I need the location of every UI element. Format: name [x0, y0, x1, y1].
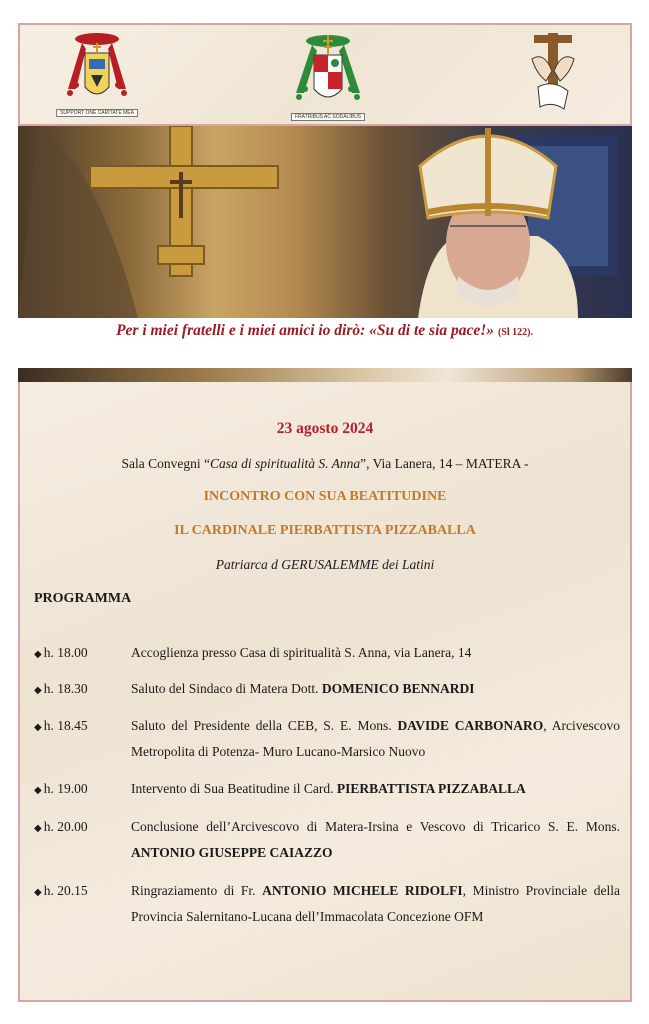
item-description: Accoglienza presso Casa di spiritualità S. Anna, via Lanera, 14: [131, 645, 472, 660]
item-description: Ringraziamento di Fr. ANTONIO MICHELE RIDOLFI, Ministro Provinciale della Provincia Salernitano-Lucana dell’Immacolata Concezione OFM: [131, 883, 620, 924]
event-heading-2: IL CARDINALE PIERBATTISTA PIZZABALLA: [174, 523, 476, 538]
left-crest-motto: SUPPORT ONE CARITATE MEA: [56, 109, 138, 117]
quote-reference: (Sl 122).: [497, 327, 533, 338]
programme-title: PROGRAMMA: [34, 591, 132, 606]
event-venue: Sala Convegni “Casa di spiritualità S. Anna”, Via Lanera, 14 – MATERA -: [121, 456, 529, 471]
franciscan-emblem: [528, 29, 578, 117]
diamond-bullet-icon: ◆: [34, 685, 42, 696]
item-time: h. 18.30: [43, 681, 88, 696]
event-subtitle: Patriarca d GERUSALEMME dei Latini: [215, 557, 435, 572]
programme-item: [34, 814, 620, 866]
event-heading-1: INCONTRO CON SUA BEATITUDINE: [203, 489, 447, 504]
photo-strip: [18, 368, 632, 382]
item-description: Conclusione dell’Arcivescovo di Matera-Irsina e Vescovo di Tricarico S. E. Mons. ANTONIO GIUSEPPE CAIAZZO: [131, 819, 620, 860]
venue-name: Casa di spiritualità S. Anna: [209, 456, 361, 471]
diamond-bullet-icon: ◆: [34, 887, 42, 898]
programme-item: [34, 676, 620, 702]
programme-item: [34, 878, 620, 930]
programme-frame: [18, 382, 632, 1002]
event-date: 23 agosto 2024: [276, 420, 374, 437]
item-time: h. 18.45: [43, 718, 88, 733]
item-time: h. 19.00: [43, 781, 88, 796]
mid-crest-motto: FRATRIBUS AC SODALIBUS: [291, 113, 365, 121]
item-description: Intervento di Sua Beatitudine il Card. PIERBATTISTA PIZZABALLA: [131, 781, 526, 796]
cardinal-coat-of-arms-left: [60, 29, 134, 117]
programme-item: [34, 640, 620, 666]
diamond-bullet-icon: ◆: [34, 785, 42, 796]
item-time: h. 18.00: [43, 645, 88, 660]
diamond-bullet-icon: ◆: [34, 649, 42, 660]
item-time: h. 20.15: [43, 883, 88, 898]
programme-item: [34, 713, 620, 765]
item-description: Saluto del Sindaco di Matera Dott. DOMENICO BENNARDI: [131, 681, 475, 696]
cardinal-photo: [18, 126, 632, 318]
item-time: h. 20.00: [43, 819, 88, 834]
item-description: Saluto del Presidente della CEB, S. E. Mons. DAVIDE CARBONARO, Arcivescovo Metropolita di Potenza- Muro Lucano-Marsico Nuovo: [131, 718, 620, 759]
diamond-bullet-icon: ◆: [34, 722, 42, 733]
crest-header: [18, 23, 632, 126]
diamond-bullet-icon: ◆: [34, 823, 42, 834]
quote-text: Per i miei fratelli e i miei amici io dirò: «Su di te sia pace!»: [116, 322, 495, 339]
programme-item: [34, 776, 620, 802]
psalm-quote: [0, 322, 649, 340]
archbishop-coat-of-arms: [290, 29, 366, 121]
